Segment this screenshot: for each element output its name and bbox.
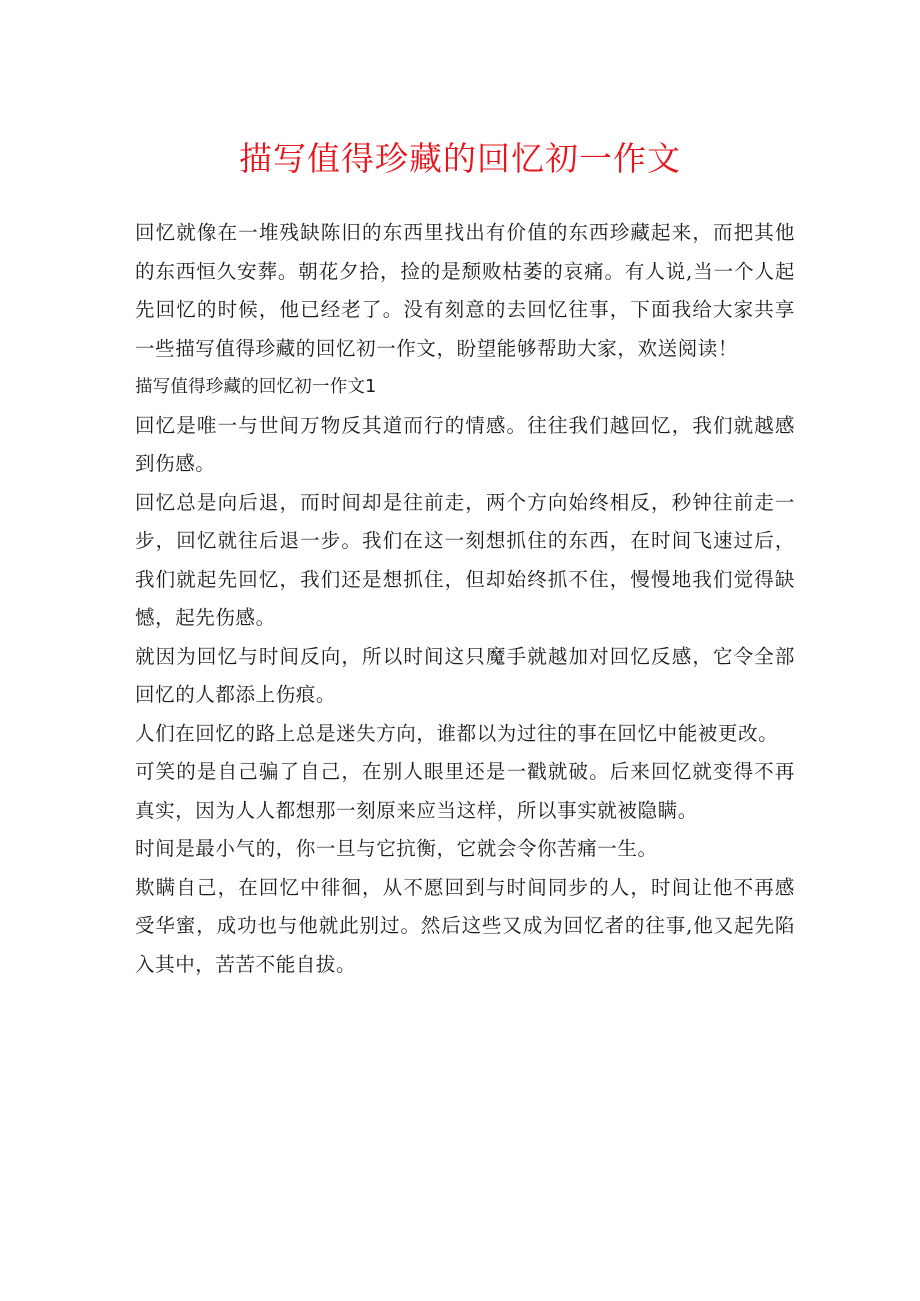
section-heading: 描写值得珍藏的回忆初一作文1: [135, 377, 377, 397]
body-paragraph: 时间是最小气的，你一旦与它抗衡，它就会令你苦痛一生。: [135, 837, 658, 860]
document-title: 描写值得珍藏的回忆初一作文: [239, 139, 681, 178]
body-paragraph: 人们在回忆的路上总是迷失方向，谁都以为过往的事在回忆中能被更改。: [135, 721, 779, 745]
body-paragraph: 回忆总是向后退，而时间却是往前走，两个方向始终相反，秒钟往前走一步，回忆就往后退一步。我们在这一刻想抓住的东西，在时间飞速过后，我们就起先回忆，我们还是想抓住，但却始终抓不住，慢慢地我们觉得缺憾，起先伤感。: [135, 490, 795, 629]
body-paragraph: 回忆是唯一与世间万物反其道而行的情感。往往我们越回忆，我们就越感到伤感。: [135, 413, 795, 475]
body-paragraph: 可笑的是自己骗了自己，在别人眼里还是一戳就破。后来回忆就变得不再真实，因为人人都想那一刻原来应当这样，所以事实就被隐瞒。: [135, 760, 795, 822]
body-paragraph: 就因为回忆与时间反向，所以时间这只魔手就越加对回忆反感，它令全部回忆的人都添上伤痕。: [135, 644, 795, 706]
intro-paragraph: 回忆就像在一堆残缺陈旧的东西里找出有价值的东西珍藏起来，而把其他的东西恒久安葬。朝花夕拾，捡的是颓败枯萎的哀痛。有人说,当一个人起先回忆的时候，他已经老了。没有刻意的去回忆往事，下面我给大家共享一些描写值得珍藏的回忆初一作文，盼望能够帮助大家，欢送阅读！: [135, 221, 795, 360]
body-paragraph: 欺瞒自己，在回忆中徘徊，从不愿回到与时间同步的人，时间让他不再感受华蜜，成功也与他就此别过。然后这些又成为回忆者的往事,他又起先陷入其中，苦苦不能自拔。: [135, 875, 795, 976]
document-body: [135, 214, 795, 984]
